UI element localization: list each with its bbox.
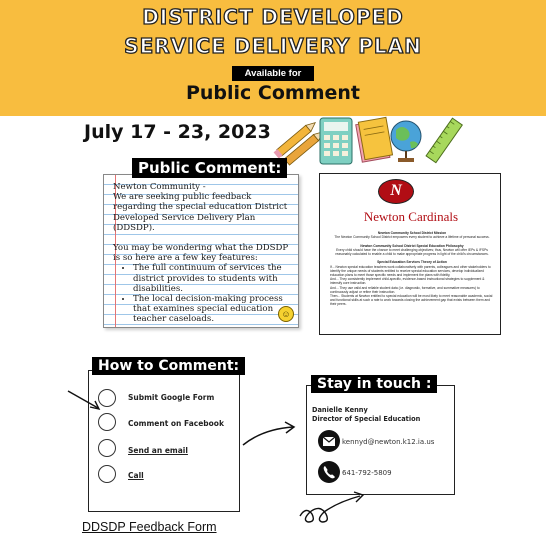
flyer-body	[330, 231, 494, 307]
option-call[interactable]: Call	[128, 471, 144, 480]
phone-icon	[318, 461, 340, 483]
ruler-icon	[420, 112, 470, 170]
question-text: You may be wondering what the DDSDP is so here are a few key features:	[113, 243, 289, 264]
public-comment-text	[113, 182, 297, 325]
contact-phone[interactable]: 641-792-5809	[342, 469, 392, 477]
call-radio[interactable]	[98, 465, 116, 483]
flyer-paragraph: Then... Students at Newton entitled to special education will be most likely to meet reasonable academic, social and functional skills at such a rate to work towards closing the achievement gap that exists between them and their peers.	[330, 294, 493, 307]
available-label: Available for	[232, 66, 314, 81]
arrow-icon	[240, 420, 300, 450]
public-comment-title: Public Comment	[185, 82, 361, 104]
option-facebook[interactable]: Comment on Facebook	[128, 419, 224, 428]
option-email[interactable]: Send an email	[128, 446, 188, 455]
contact-name: Danielle Kenny	[312, 406, 368, 414]
banner-title-line-2: SERVICE DELIVERY PLAN	[124, 34, 422, 58]
flyer-paragraph: And... They use valid and reliable student data (i.e. diagnostic, formative, and summative measures) to continuously adjust or refine their instruction.	[330, 285, 480, 294]
feature-item: • The full continuum of services the district provides to students with disabilities.	[133, 263, 297, 294]
flyer-paragraph: If... Newton special education teachers work collaboratively with parents, colleagues and other stakeholders to identify the unique needs of students entitled to receive special education services, develop individualized education plans to meet those specific needs and implement the plans with fidelity,	[330, 264, 491, 278]
flyer-title: Newton Cardinals	[363, 209, 459, 224]
stay-in-touch-label: Stay in touch :	[311, 375, 437, 393]
flyer-paragraph: The Newton Community School District empowers every student to achieve a lifetime of personal success.	[334, 235, 490, 240]
mission-flyer	[319, 173, 501, 335]
email-radio[interactable]	[98, 439, 116, 457]
feature-item: • The local decision-making process that examines special education teacher caseloads.	[133, 294, 297, 325]
greeting: Newton Community -	[113, 182, 206, 192]
banner-title-line-1: DISTRICT DEVELOPED	[142, 5, 404, 29]
public-comment-label: Public Comment:	[132, 158, 287, 178]
newton-logo-icon: N	[378, 179, 414, 204]
flyer-paragraph: Every child should have the chance to meet challenging objectives; thus, Newton will offer IEPs & IFSPs reasonably calculated to enable a child to make appropriate progress in light of the child's circumstances.	[335, 247, 489, 257]
calculator-icon	[316, 112, 358, 170]
flyer-heading: Newton Community School District Mission	[377, 231, 447, 235]
contact-title: Director of Special Education	[312, 415, 421, 423]
flyer-heading: Special Education Services Theory of Action	[377, 260, 447, 265]
option-google-form[interactable]: Submit Google Form	[128, 393, 215, 402]
flyer-paragraph: And... They consistently implement child-specific, evidence-based instructional strategies to supplement & intensify core instruction.	[330, 277, 485, 286]
intro-text: We are seeking public feedback regarding the special education District Developed Service Delivery Plan (DDSDP).	[113, 192, 288, 233]
comment-dates: July 17 - 23, 2023	[84, 121, 271, 143]
arrow-icon	[66, 388, 106, 414]
feedback-form-link[interactable]: DDSDP Feedback Form	[82, 520, 217, 534]
facebook-radio[interactable]	[98, 413, 116, 431]
contact-email[interactable]: kennyd@newton.k12.ia.us	[342, 438, 435, 446]
flyer-heading: Newton Community School District Special Education Philosophy	[360, 243, 464, 248]
mail-icon	[318, 430, 340, 452]
how-to-comment-label: How to Comment:	[92, 357, 245, 375]
feature-list	[133, 263, 297, 324]
smiley-icon: ☺	[278, 306, 294, 322]
contact-person	[312, 406, 420, 424]
swirl-arrow-icon	[296, 490, 376, 530]
